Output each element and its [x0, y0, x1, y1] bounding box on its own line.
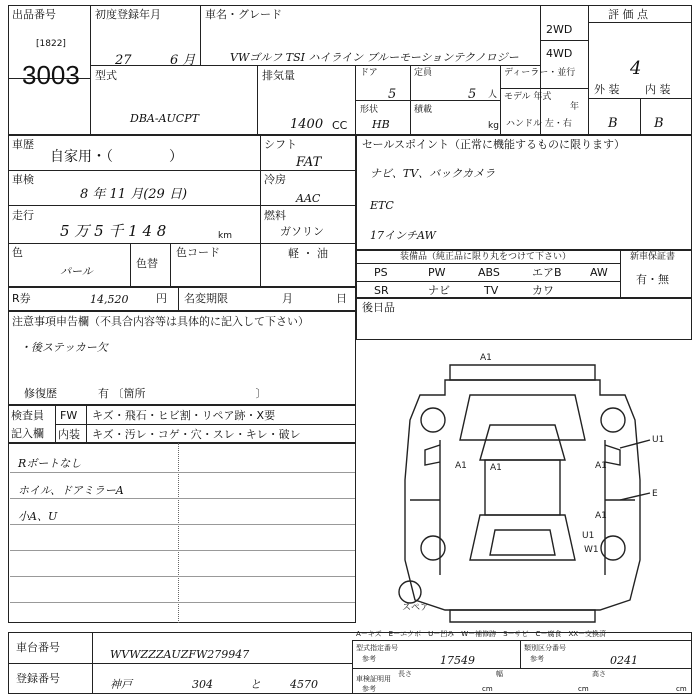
equip-ps: PS	[374, 266, 388, 279]
first-reg-month: 6 月	[170, 53, 196, 68]
after-label: 後日品	[362, 301, 395, 314]
shape-value: HB	[372, 118, 390, 131]
cat-value: 0241	[610, 654, 638, 667]
ac-label: 冷房	[264, 173, 286, 186]
sales-point-2: ETC	[370, 199, 394, 212]
first-reg-year: 27	[115, 53, 132, 68]
int-items: キズ・汚レ・コゲ・穴・スレ・キレ・破レ	[92, 428, 301, 441]
equip-pw: PW	[428, 266, 446, 279]
color-code-label: 色コード	[176, 246, 220, 259]
cat-sub: 参考	[530, 655, 544, 663]
damage-mark: E	[652, 489, 658, 499]
fw-label: FW	[60, 409, 78, 422]
first-reg-label: 初度登録年月	[95, 8, 161, 21]
name-change-day: 日	[336, 292, 347, 305]
notes-value: ・後ステッカー欠	[20, 341, 108, 354]
lot-number: 3003	[22, 60, 80, 90]
exterior-value: B	[608, 116, 618, 131]
interior-label: 内 装	[645, 83, 671, 96]
ac-value: AAC	[296, 192, 321, 205]
displacement-value: 1400	[290, 117, 324, 132]
doors-label: ドア	[360, 68, 378, 78]
equip-aw: AW	[590, 266, 608, 279]
model-value: DBA-AUCPT	[130, 112, 199, 125]
equip-leather: カワ	[532, 284, 554, 297]
mileage-value: 5 万 5 千 1 4 8	[60, 222, 167, 240]
mileage-label: 走行	[12, 209, 34, 222]
equip-tv: TV	[484, 284, 499, 297]
damage-mark: A1	[480, 353, 492, 363]
name-value: VWゴルフ TSI ハイライン ブルーモーションテクノロジー	[230, 51, 519, 64]
equipment-label: 装備品（純正品に限り丸をつけて下さい）	[400, 252, 572, 262]
reg-cert-label: 車検証明用	[356, 675, 391, 683]
repair-value: 有 〔箇所 〕	[98, 387, 267, 400]
year-unit: 年	[570, 102, 580, 112]
dealer-label: ディーラー・並行	[504, 68, 576, 78]
color-label: 色	[12, 246, 23, 259]
reg-kana: と	[250, 678, 261, 691]
repair-label: 修復歴	[24, 387, 57, 400]
cert-label: 型式指定番号	[356, 644, 398, 652]
length-label: 長さ	[398, 670, 412, 678]
color-value: パール	[60, 265, 93, 278]
load-unit: kg	[488, 121, 499, 131]
grade-value: 4	[630, 58, 642, 79]
name-change-month: 月	[282, 292, 293, 305]
equip-airbag: エアB	[532, 266, 562, 279]
shift-value: FAT	[296, 155, 322, 170]
spare-label: スペア	[402, 603, 430, 613]
length-unit: cm	[482, 685, 493, 693]
width-label: 幅	[496, 670, 503, 678]
load-label: 積載	[414, 105, 433, 115]
grade-label: 評 価 点	[608, 8, 648, 21]
equip-navi: ナビ	[428, 284, 450, 297]
reg-cert-sub: 参考	[362, 685, 376, 693]
damage-mark: A1	[595, 511, 607, 521]
damage-mark: U1	[652, 435, 665, 445]
damage-mark: U1	[582, 531, 595, 541]
fuel-label: 燃料	[264, 209, 286, 222]
mileage-unit: km	[218, 231, 232, 241]
fw-items: キズ・飛石・ヒビ割・リペア跡・X要	[92, 409, 276, 422]
model-label: 型式	[95, 69, 117, 82]
inspector-line-3: 小A、U	[18, 510, 58, 523]
height-unit: cm	[676, 685, 687, 693]
exterior-label: 外 装	[594, 83, 620, 96]
chassis-label: 車台番号	[16, 641, 60, 654]
cert-value: 17549	[440, 654, 475, 667]
cert-sub: 参考	[362, 655, 376, 663]
notes-label: 注意事項申告欄（不具合内容等は具体的に記入して下さい）	[12, 315, 309, 328]
equip-sr: SR	[374, 284, 389, 297]
reg-class: 304	[192, 678, 213, 691]
inspection-value: 8 年 11 月(29 日)	[80, 187, 188, 202]
damage-mark: A1	[595, 461, 607, 471]
reg-place: 神戸	[110, 678, 132, 691]
history-value: 自家用・（ ）	[50, 149, 183, 165]
history-label: 車歴	[12, 138, 34, 151]
displacement-label: 排気量	[262, 69, 295, 82]
inspector-line-1: Rボートなし	[18, 457, 82, 470]
cat-label: 類別区分番号	[524, 644, 566, 652]
height-label: 高さ	[592, 670, 606, 678]
capacity-value: 5	[468, 87, 477, 102]
damage-mark: A1	[490, 463, 502, 473]
lot-label: 出品番号	[12, 8, 56, 21]
r-unit: 円	[156, 292, 167, 305]
sales-label: セールスポイント（正常に機能するものに限ります）	[362, 138, 626, 151]
displacement-unit: CC	[332, 119, 348, 132]
damage-mark: W1	[584, 545, 599, 555]
damage-legend: A－キズ E－エクボ U－凹み W－補修跡 S－サビ C－腐食 XX－交換済	[356, 630, 607, 638]
model-year-label: モデル 年式	[504, 92, 552, 102]
equip-abs: ABS	[478, 266, 500, 279]
lot-sub: [1822]	[36, 39, 66, 49]
inspector-label-1: 検査員	[11, 409, 44, 422]
name-label: 車名・グレード	[205, 8, 282, 21]
shift-label: シフト	[264, 138, 297, 151]
width-unit: cm	[578, 685, 589, 693]
new-car-value: 有・無	[636, 273, 669, 286]
drive-4wd: 4WD	[546, 47, 573, 60]
capacity-label: 定員	[414, 68, 433, 78]
inspector-line-2: ホイル、ドアミラーA	[18, 484, 124, 497]
r-value: 14,520	[90, 293, 129, 306]
r-label: R券	[12, 292, 31, 305]
damage-mark: A1	[455, 461, 467, 471]
chassis-value: WVWZZZAUZFW279947	[110, 648, 250, 661]
sales-point-3: 17インチAW	[370, 229, 436, 242]
capacity-unit: 人	[488, 90, 498, 100]
reg-label: 登録番号	[16, 672, 60, 685]
inspector-label-2: 記入欄	[11, 427, 44, 440]
new-car-label: 新車保証書	[630, 252, 676, 262]
reg-num: 4570	[290, 678, 318, 691]
fuel-alt: 軽 ・ 油	[288, 247, 328, 260]
shape-label: 形状	[360, 105, 379, 115]
drive-2wd: 2WD	[546, 23, 573, 36]
name-change-label: 名変期限	[184, 292, 228, 305]
fuel-value: ガソリン	[280, 225, 324, 238]
handle-label: ハンドル 左・右	[506, 119, 572, 129]
sales-point-1: ナビ、TV、バックカメラ	[370, 167, 496, 180]
inspection-label: 車検	[12, 173, 34, 186]
color-change-label: 色替	[136, 257, 158, 270]
interior-value: B	[654, 116, 664, 131]
int-label: 内装	[58, 428, 80, 441]
doors-value: 5	[388, 87, 397, 102]
